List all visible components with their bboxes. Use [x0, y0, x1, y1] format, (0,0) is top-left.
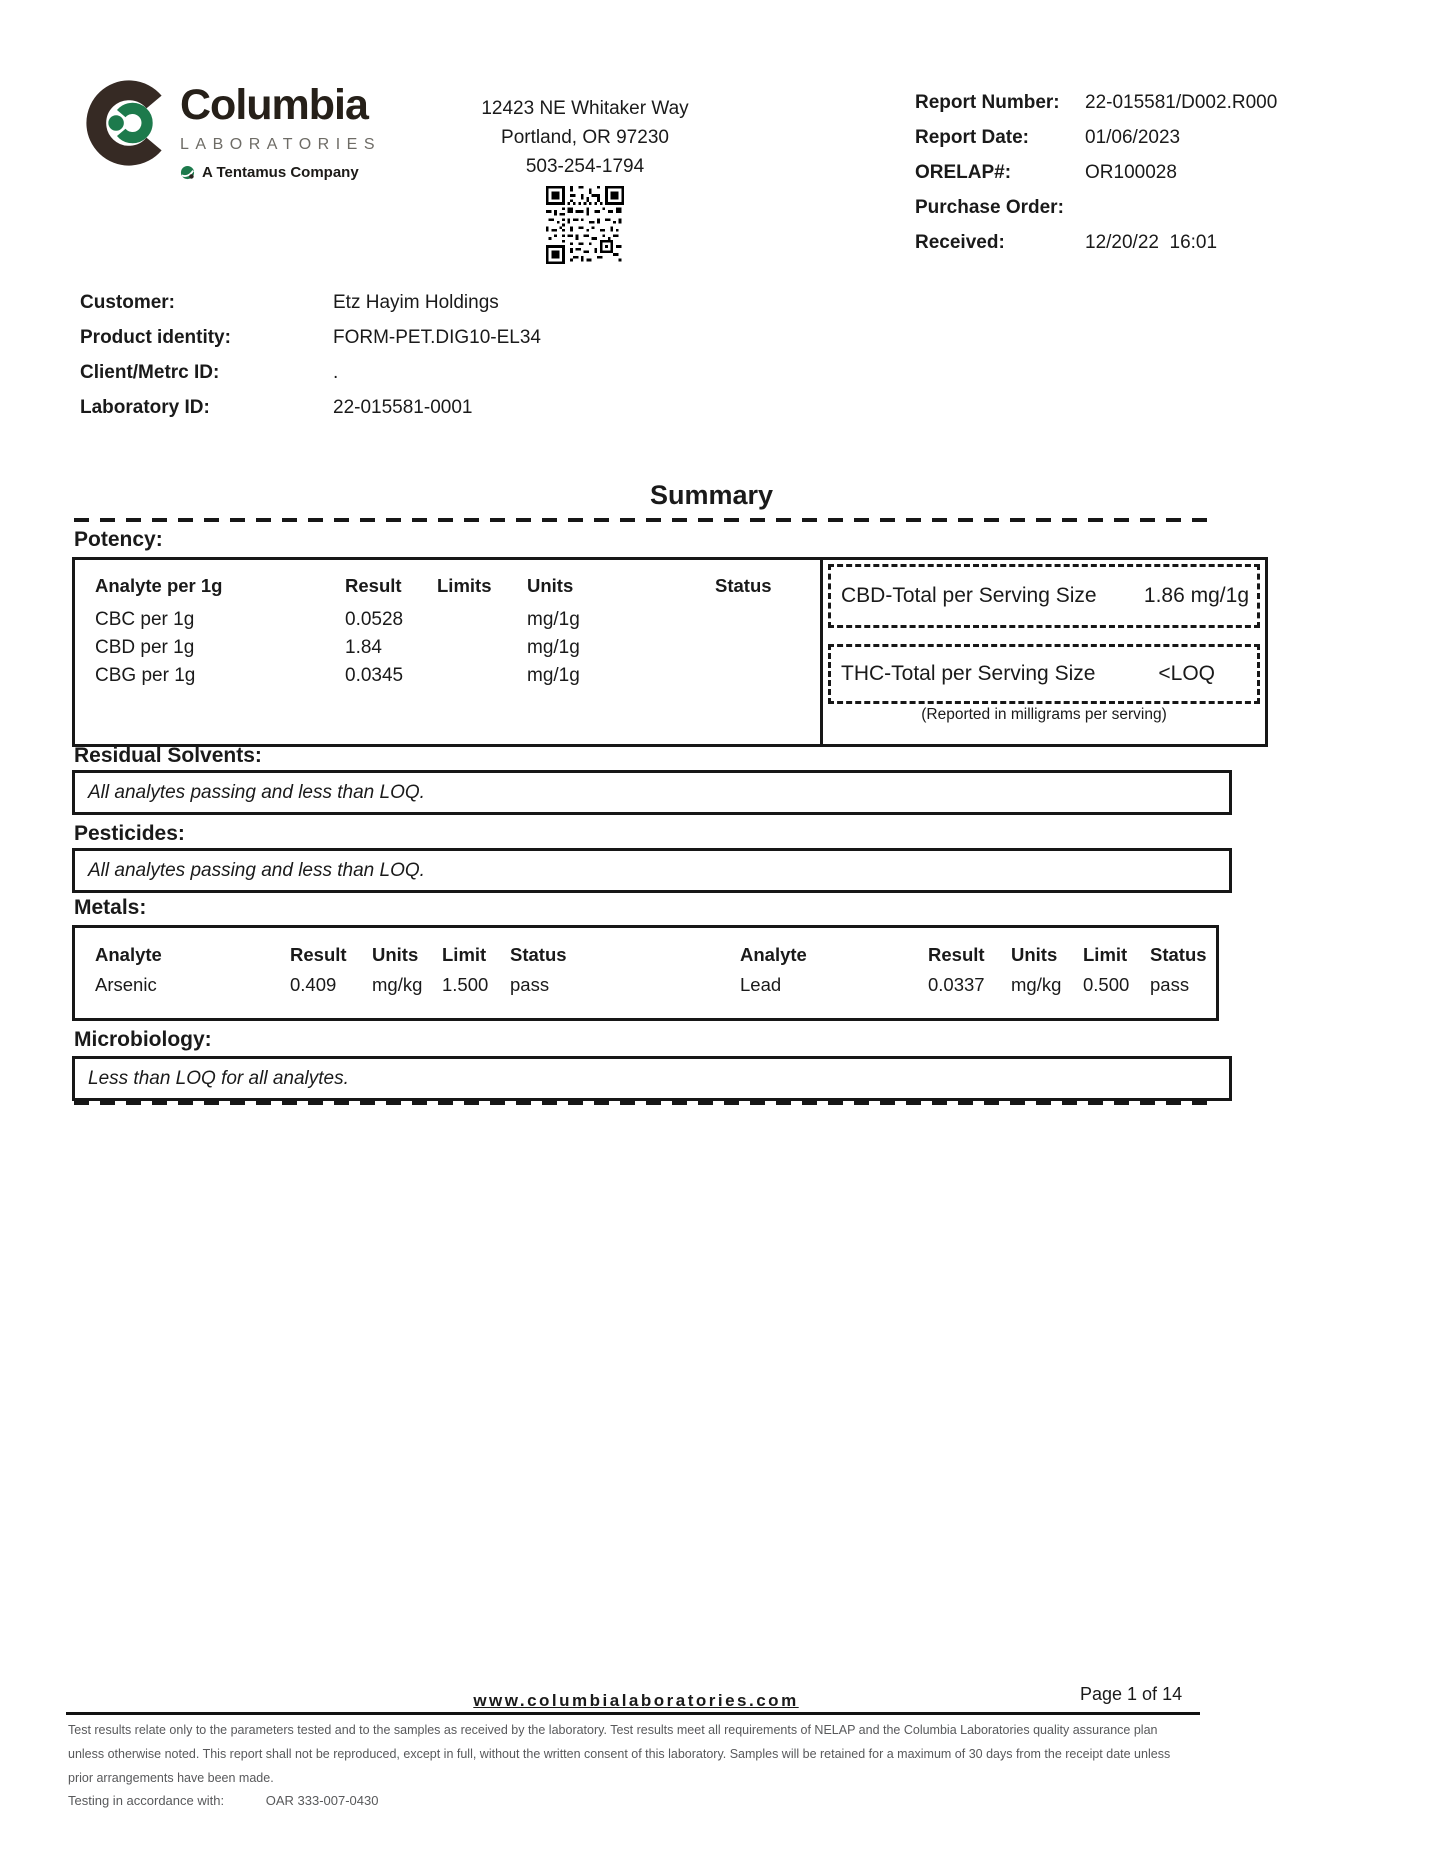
address-phone: 503-254-1794 — [525, 156, 645, 177]
customer-info — [80, 292, 640, 419]
customer-row — [80, 292, 640, 314]
serving-size-panel — [820, 557, 1268, 747]
result-cell: 0.0337 — [928, 974, 985, 995]
columbia-logo-mark-icon — [86, 80, 172, 166]
pesticides-heading: Pesticides: — [74, 822, 185, 845]
thc-total-value: <LOQ — [1158, 662, 1215, 685]
report-date-label: Report Date: — [915, 127, 1030, 148]
result-cell: 0.0345 — [345, 665, 404, 686]
microbiology-result: Less than LOQ for all analytes. — [72, 1056, 1232, 1101]
address-line1: 12423 NE Whitaker Way — [481, 98, 689, 119]
customer-value: Etz Hayim Holdings — [333, 292, 499, 313]
potency-col-result: Result — [345, 575, 402, 596]
serving-note: (Reported in milligrams per serving) — [921, 706, 1167, 723]
table-row — [75, 972, 1216, 998]
units-cell: mg/1g — [527, 609, 580, 630]
metals-col-status: Status — [510, 944, 567, 965]
analyte-cell: CBG per 1g — [95, 665, 196, 686]
pesticides-result: All analytes passing and less than LOQ. — [72, 848, 1232, 893]
report-date-row — [915, 127, 1285, 149]
product-identity-label: Product identity: — [80, 327, 231, 348]
brand-name: Columbia — [180, 81, 368, 129]
metals-header-row — [75, 942, 1216, 968]
brand-tagline: A Tentamus Company — [202, 164, 359, 181]
footer-disclaimer: Test results relate only to the parameters tested and to the samples as received by the laboratory. Test results meet all requirements of NELAP and the Columbia Laboratories quality assurance plan unless otherwise noted. This report shall not be reproduced, except in full, without the written consent of this laboratory. Samples will be retained for a maximum of 30 days from the receipt date unless prior arrangements have been made. — [68, 1723, 1171, 1785]
analyte-cell: CBC per 1g — [95, 609, 195, 630]
units-cell: mg/kg — [372, 974, 423, 995]
result-cell: 1.84 — [345, 637, 382, 658]
table-row — [75, 606, 823, 634]
orelap-label: ORELAP#: — [915, 162, 1012, 183]
residual-solvents-heading: Residual Solvents: — [74, 744, 262, 767]
metals-col-analyte2: Analyte — [740, 944, 807, 965]
report-date-value: 01/06/2023 — [1085, 127, 1181, 148]
testing-standard-row — [68, 1793, 378, 1808]
metrc-id-row — [80, 362, 640, 384]
limits-cell — [437, 662, 527, 690]
tentamus-leaf-icon — [180, 165, 195, 180]
report-info — [915, 92, 1285, 254]
lab-address — [435, 94, 735, 181]
laboratory-id-row — [80, 397, 640, 419]
cbd-total-row — [828, 564, 1260, 628]
potency-heading: Potency: — [74, 528, 163, 551]
cbd-total-label: CBD-Total per Serving Size — [841, 584, 1097, 607]
summary-title: Summary — [650, 480, 774, 510]
orelap-row — [915, 162, 1285, 184]
metals-col-units: Units — [372, 944, 419, 965]
summary-divider-bottom — [74, 1101, 1212, 1105]
customer-label: Customer: — [80, 292, 176, 313]
analyte-cell: CBD per 1g — [95, 637, 195, 658]
footer-divider — [66, 1712, 1200, 1715]
metals-heading: Metals: — [74, 896, 147, 919]
metrc-id-value: . — [333, 362, 339, 383]
limits-cell — [437, 634, 527, 662]
logo-text-block — [180, 81, 381, 181]
page-number: Page 1 of 14 — [1080, 1684, 1183, 1704]
report-number-label: Report Number: — [915, 92, 1060, 113]
residual-solvents-result: All analytes passing and less than LOQ. — [72, 770, 1232, 815]
cbd-total-value: 1.86 mg/1g — [1143, 584, 1249, 607]
units-cell: mg/1g — [527, 665, 580, 686]
result-cell: 0.0528 — [345, 609, 404, 630]
testing-standard-value: OAR 333-007-0430 — [265, 1793, 379, 1808]
product-identity-row — [80, 327, 640, 349]
units-cell: mg/kg — [1011, 974, 1062, 995]
metrc-id-label: Client/Metrc ID: — [80, 362, 220, 383]
status-cell: pass — [510, 974, 550, 995]
brand-tagline-row — [180, 164, 381, 181]
received-row — [915, 232, 1285, 254]
received-value: 12/20/22 16:01 — [1085, 232, 1218, 253]
purchase-order-label: Purchase Order: — [915, 197, 1064, 218]
units-cell: mg/1g — [527, 637, 580, 658]
status-cell: pass — [1150, 974, 1190, 995]
analyte-cell: Arsenic — [95, 974, 157, 995]
limit-cell: 0.500 — [1083, 974, 1130, 995]
laboratory-id-value: 22-015581-0001 — [333, 397, 473, 418]
address-line2: Portland, OR 97230 — [501, 127, 669, 148]
limit-cell: 1.500 — [442, 974, 489, 995]
potency-header-row — [75, 572, 823, 600]
potency-col-analyte: Analyte per 1g — [95, 575, 223, 596]
metals-col-analyte: Analyte — [95, 944, 162, 965]
metals-col-limit2: Limit — [1083, 944, 1128, 965]
laboratory-id-label: Laboratory ID: — [80, 397, 210, 418]
thc-total-row — [828, 644, 1260, 704]
thc-total-label: THC-Total per Serving Size — [841, 662, 1096, 685]
table-row — [75, 662, 823, 690]
potency-col-units: Units — [527, 575, 574, 596]
result-cell: 0.409 — [290, 974, 337, 995]
potency-table — [72, 557, 826, 747]
received-label: Received: — [915, 232, 1005, 253]
orelap-value: OR100028 — [1085, 162, 1177, 183]
purchase-order-row — [915, 197, 1285, 219]
columbia-logo — [86, 80, 172, 171]
analyte-cell: Lead — [740, 974, 782, 995]
purchase-order-value — [1085, 197, 1285, 219]
website-link[interactable]: www.columbialaboratories.com — [473, 1691, 799, 1710]
testing-standard-label: Testing in accordance with: — [68, 1793, 225, 1808]
microbiology-heading: Microbiology: — [74, 1028, 212, 1051]
metals-table — [72, 925, 1219, 1021]
brand-subtitle: LABORATORIES — [180, 136, 381, 153]
status-cell — [715, 606, 823, 634]
website-row — [72, 1691, 1200, 1711]
table-row — [75, 634, 823, 662]
status-cell — [715, 634, 823, 662]
metals-col-units2: Units — [1011, 944, 1058, 965]
metals-col-status2: Status — [1150, 944, 1207, 965]
product-identity-value: FORM-PET.DIG10-EL34 — [333, 327, 541, 348]
report-number-value: 22-015581/D002.R000 — [1085, 92, 1278, 113]
limits-cell — [437, 606, 527, 634]
qr-code — [546, 186, 624, 269]
status-cell — [715, 662, 823, 690]
potency-col-limits: Limits — [437, 575, 492, 596]
metals-col-result: Result — [290, 944, 347, 965]
potency-col-status: Status — [715, 575, 772, 596]
metals-col-limit: Limit — [442, 944, 487, 965]
summary-divider-top — [74, 518, 1212, 522]
metals-col-result2: Result — [928, 944, 985, 965]
report-number-row — [915, 92, 1285, 114]
